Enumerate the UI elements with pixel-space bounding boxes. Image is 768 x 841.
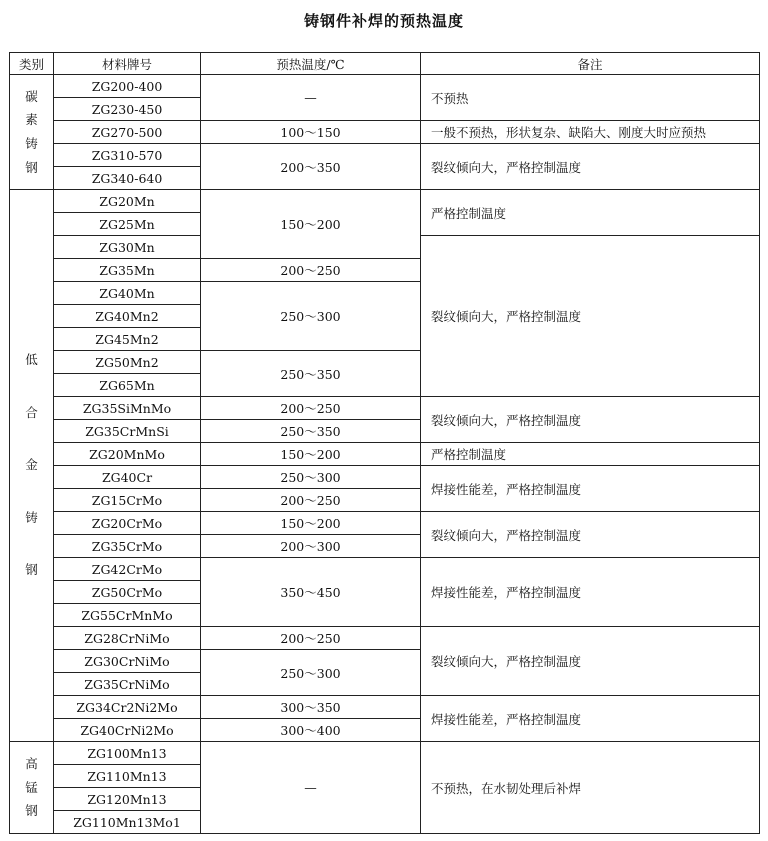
material-cell: ZG35Mn (54, 259, 201, 282)
material-cell: ZG40Mn (54, 282, 201, 305)
material-cell: ZG20Mn (54, 190, 201, 213)
table-row (10, 627, 760, 650)
table-row (10, 190, 760, 213)
temperature-cell: 250～300 (201, 466, 421, 489)
material-cell: ZG35CrNiMo (54, 673, 201, 696)
remark-cell: 不预热 (421, 75, 760, 121)
material-cell: ZG310-570 (54, 144, 201, 167)
material-cell: ZG50Mn2 (54, 351, 201, 374)
table-row (10, 144, 760, 167)
header-remark: 备注 (421, 53, 760, 75)
material-cell: ZG34Cr2Ni2Mo (54, 696, 201, 719)
remark-cell: 裂纹倾向大，严格控制温度 (421, 397, 760, 443)
material-cell: ZG100Mn13 (54, 742, 201, 765)
remark-cell: 裂纹倾向大，严格控制温度 (421, 236, 760, 397)
material-cell: ZG40Mn2 (54, 305, 201, 328)
remark-cell: 一般不预热，形状复杂、缺陷大、刚度大时应预热 (421, 121, 760, 144)
header-category: 类别 (10, 53, 54, 75)
temperature-cell: — (201, 742, 421, 834)
material-cell: ZG230-450 (54, 98, 201, 121)
material-cell: ZG20CrMo (54, 512, 201, 535)
temperature-cell: 200～250 (201, 259, 421, 282)
temperature-cell: 300～350 (201, 696, 421, 719)
temperature-cell: 350～450 (201, 558, 421, 627)
temperature-cell: 100～150 (201, 121, 421, 144)
material-cell: ZG55CrMnMo (54, 604, 201, 627)
category-high-manganese-steel: 高 锰 钢 (10, 742, 54, 834)
temperature-cell: 200～350 (201, 144, 421, 190)
temperature-cell: 250～300 (201, 650, 421, 696)
header-row (10, 53, 760, 75)
material-cell: ZG25Mn (54, 213, 201, 236)
material-cell: ZG28CrNiMo (54, 627, 201, 650)
temperature-cell: 250～300 (201, 282, 421, 351)
material-cell: ZG35CrMo (54, 535, 201, 558)
remark-cell: 不预热，在水韧处理后补焊 (421, 742, 760, 834)
material-cell: ZG35SiMnMo (54, 397, 201, 420)
material-cell: ZG120Mn13 (54, 788, 201, 811)
table-row (10, 466, 760, 489)
table-row (10, 512, 760, 535)
temperature-cell: 150～200 (201, 443, 421, 466)
material-cell: ZG45Mn2 (54, 328, 201, 351)
material-cell: ZG35CrMnSi (54, 420, 201, 443)
remark-cell: 焊接性能差，严格控制温度 (421, 466, 760, 512)
material-cell: ZG30Mn (54, 236, 201, 259)
material-cell: ZG30CrNiMo (54, 650, 201, 673)
material-cell: ZG110Mn13 (54, 765, 201, 788)
header-temperature: 预热温度/℃ (201, 53, 421, 75)
temperature-cell: 200～250 (201, 489, 421, 512)
temperature-cell: 200～300 (201, 535, 421, 558)
category-carbon-steel: 碳 素 铸 钢 (10, 75, 54, 190)
table-row (10, 75, 760, 98)
remark-cell: 焊接性能差，严格控制温度 (421, 696, 760, 742)
material-cell: ZG40CrNi2Mo (54, 719, 201, 742)
remark-cell: 严格控制温度 (421, 190, 760, 236)
table-row (10, 121, 760, 144)
material-cell: ZG200-400 (54, 75, 201, 98)
material-cell: ZG15CrMo (54, 489, 201, 512)
temperature-cell: 250～350 (201, 420, 421, 443)
table-row (10, 443, 760, 466)
remark-cell: 裂纹倾向大，严格控制温度 (421, 627, 760, 696)
temperature-cell: 200～250 (201, 627, 421, 650)
table-row (10, 397, 760, 420)
material-cell: ZG20MnMo (54, 443, 201, 466)
remark-cell: 焊接性能差，严格控制温度 (421, 558, 760, 627)
table-row (10, 742, 760, 765)
temperature-cell: — (201, 75, 421, 121)
preheat-table (9, 52, 760, 834)
remark-cell: 裂纹倾向大，严格控制温度 (421, 512, 760, 558)
category-low-alloy-steel: 低 合 金 铸 钢 (10, 190, 54, 742)
material-cell: ZG270-500 (54, 121, 201, 144)
header-material: 材料牌号 (54, 53, 201, 75)
material-cell: ZG40Cr (54, 466, 201, 489)
material-cell: ZG110Mn13Mo1 (54, 811, 201, 834)
remark-cell: 严格控制温度 (421, 443, 760, 466)
table-row (10, 558, 760, 581)
page-title: 铸钢件补焊的预热温度 (303, 12, 464, 30)
temperature-cell: 250～350 (201, 351, 421, 397)
temperature-cell: 150～200 (201, 190, 421, 259)
temperature-cell: 300～400 (201, 719, 421, 742)
material-cell: ZG65Mn (54, 374, 201, 397)
remark-cell: 裂纹倾向大，严格控制温度 (421, 144, 760, 190)
temperature-cell: 200～250 (201, 397, 421, 420)
material-cell: ZG340-640 (54, 167, 201, 190)
material-cell: ZG42CrMo (54, 558, 201, 581)
table-row (10, 696, 760, 719)
temperature-cell: 150～200 (201, 512, 421, 535)
material-cell: ZG50CrMo (54, 581, 201, 604)
